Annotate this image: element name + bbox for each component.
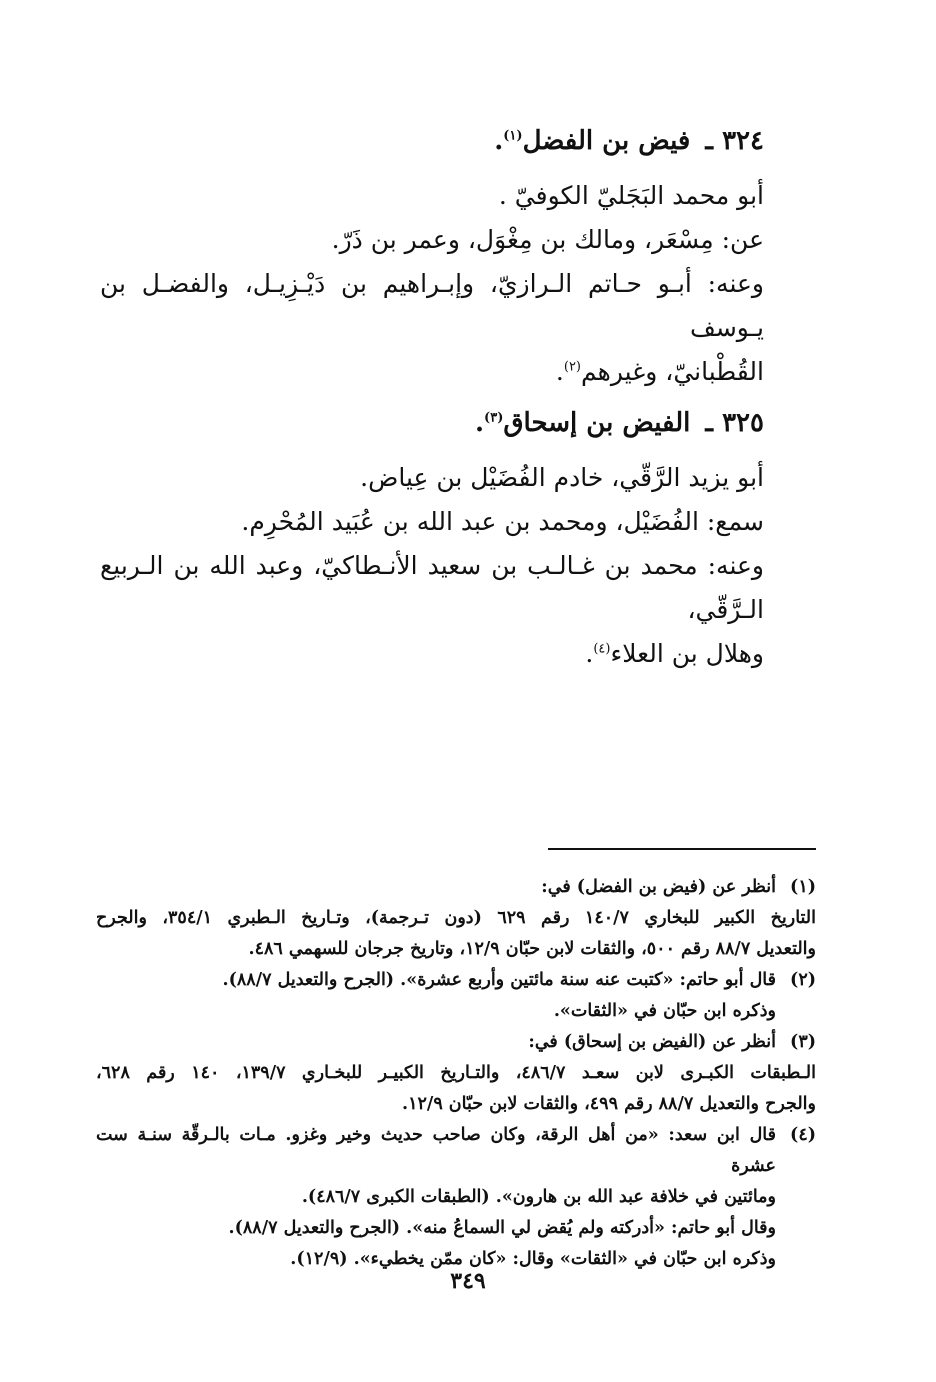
entry-title-end: . [474, 408, 485, 438]
footnote-line: والتعديل ٨٨/٧ رقم ٥٠٠، والثقات لابن حبّان ١٢/٩، وتاريخ جرجان للسهمي ٤٨٦. [248, 939, 816, 959]
entry-students-text: القُطْبانيّ، وغيرهم [581, 357, 764, 386]
footnote-number: (١) [790, 877, 816, 897]
footnote-line: ومائتين في خلافة عبد الله بن هارون». (الطبقات الكبرى ٤٨٦/٧). [301, 1187, 776, 1207]
entry-students-text: وهلال بن العلاء [610, 639, 764, 668]
footnote [96, 872, 816, 965]
footnote-number: (٢) [790, 970, 816, 990]
footnote-line: أنظر عن (فيض بن الفضل) في: [541, 877, 776, 897]
entry-students-cont [100, 632, 764, 676]
footnote-line: قال أبو حاتم: «كتبت عنه سنة مائتين وأربع عشرة». (الجرح والتعديل ٨٨/٧). [222, 970, 776, 990]
entry-students-end: . [555, 357, 564, 386]
entry-students-end: . [585, 639, 594, 668]
footnotes [96, 872, 816, 1275]
footnote-number: (٤) [790, 1125, 816, 1145]
footnote [96, 1027, 816, 1120]
entry-students: وعنه: أبـو حـاتم الـرازيّ، وإبـراهيم بن دَيْـزِيـل، والفضـل بن يـوسف [100, 269, 764, 342]
footnote-ref: (٤) [593, 641, 611, 657]
page-number: ٣٤٩ [450, 1268, 486, 1294]
entry-teachers: عن: مِسْعَر، ومالك بن مِغْوَل، وعمر بن ذَرّ. [331, 225, 764, 254]
footnote-line: وذكره ابن حبّان في «الثقات». [553, 1001, 776, 1021]
main-text [100, 118, 764, 676]
entry-students: وعنه: محمد بن غـالـب بن سعيد الأنـطاكيّ، وعبد الله بن الـربيع الـرَّقّي، [100, 551, 764, 624]
entry-name: الفيض بن إسحاق [503, 408, 691, 438]
footnote-line: الـطبقات الكبـرى لابن سعـد ٤٨٦/٧، والتـاريخ الكبيـر للبخـاري ١٣٩/٧، ١٤٠ رقم ٦٢٨، [96, 1063, 816, 1083]
footnote-number: (٣) [790, 1032, 816, 1052]
entry-title [100, 400, 764, 446]
footnote [96, 1120, 816, 1275]
entry-title [100, 118, 764, 164]
entry-kunya: أبو محمد البَجَليّ الكوفيّ . [498, 181, 764, 210]
footnote-ref: (٣) [484, 410, 504, 426]
entry-title-end: . [494, 126, 504, 156]
entry-kunya: أبو يزيد الرَّقّي، خادم الفُضَيْل بن عِياض. [360, 463, 764, 492]
entry-number: ٣٢٤ ـ [705, 126, 764, 156]
footnote [96, 965, 816, 1027]
footnote-line: وذكره ابن حبّان في «الثقات» وقال: «كان ممّن يخطيء». (١٢/٩). [290, 1249, 776, 1269]
footnote-ref: (٢) [563, 359, 581, 375]
entry-name: فيض بن الفضل [522, 126, 691, 156]
entry-students-cont [100, 350, 764, 394]
entry-heard-from: سمع: الفُضَيْل، ومحمد بن عبد الله بن عُبَيد المُحْرِم. [241, 507, 764, 536]
footnote-line: والجرح والتعديل ٨٨/٧ رقم ٤٩٩، والثقات لابن حبّان ١٢/٩. [402, 1094, 816, 1114]
footnote-line: قال ابن سعد: «من أهل الرقة، وكان صاحب حديث وخير وغزو. مـات بالـرقّة سنـة ست عشرة [96, 1125, 776, 1176]
entry-number: ٣٢٥ ـ [705, 408, 764, 438]
footnote-line: أنظر عن (الفيض بن إسحاق) في: [528, 1032, 776, 1052]
footnote-line: التاريخ الكبير للبخاري ١٤٠/٧ رقم ٦٢٩ (دون تـرجمة)، وتـاريخ الـطبري ٣٥٤/١، والجرح [96, 908, 816, 928]
footnote-separator [548, 848, 816, 850]
footnote-ref: (١) [503, 128, 523, 144]
footnote-line: وقال أبو حاتم: «أدركته ولم يُقض لي السماعُ منه». (الجرح والتعديل ٨٨/٧). [228, 1218, 776, 1238]
